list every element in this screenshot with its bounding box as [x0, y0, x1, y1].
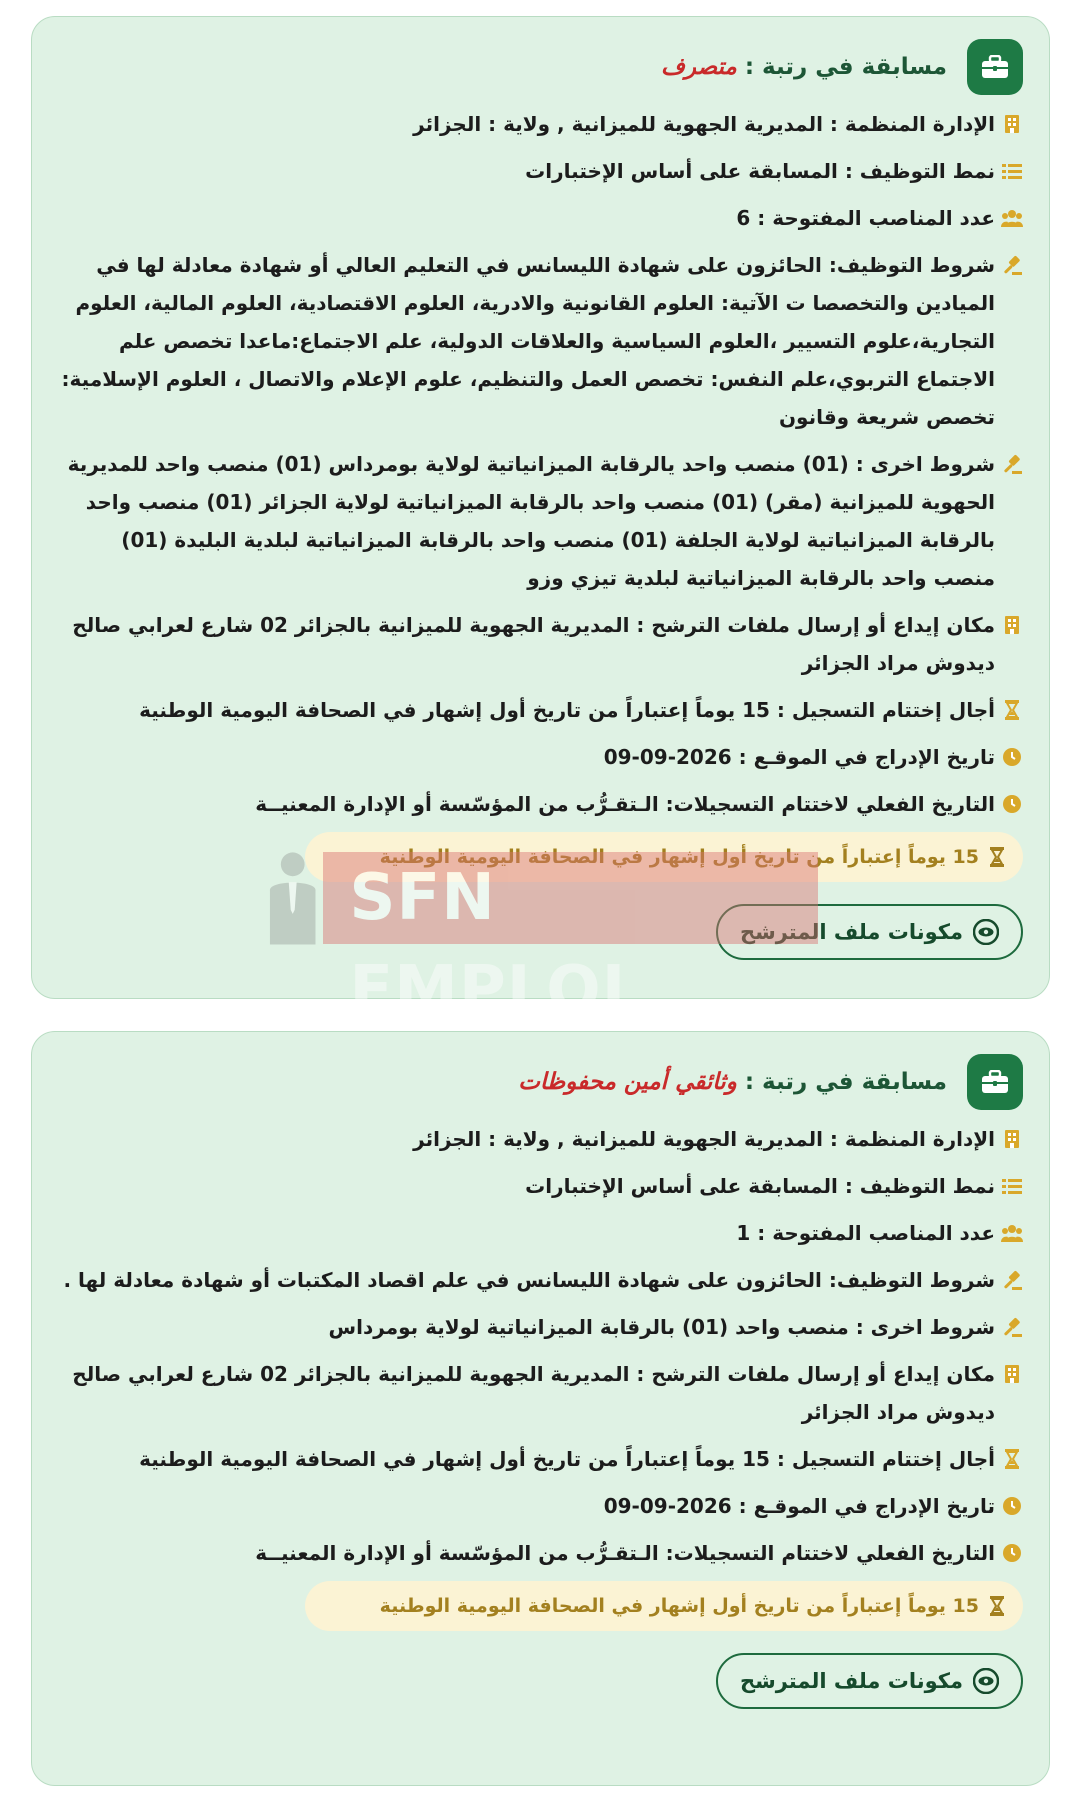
clock-icon: [1001, 738, 1023, 776]
gavel-icon: [1001, 445, 1023, 483]
org-text: الإدارة المنظمة : المديرية الجهوية للميزانية , ولاية : الجزائر: [413, 112, 995, 136]
other-conditions-row: [58, 445, 1023, 597]
actual-close-row: [58, 785, 1023, 823]
conditions-text: شروط التوظيف: الحائزون على شهادة الليسانس في التعليم العالي أو شهادة معادلة لها في الميادين والتخصصا ت الآتية: العلوم القانونية والادرية، العلوم الاقتصادية، العلوم المالية، العلوم التجارية،علوم التسيير ،العلوم السياسية والعلاقات الدولية، علم الاجتماع:ماعدا تخصص علم الاجتماع التربوي،علم النفس: تخصص العمل والتنظيم، علوم الإعلام والاتصال ، العلوم الإسلامية: تخصص شريعة وقانون: [61, 253, 995, 429]
gavel-icon: [1001, 246, 1023, 284]
clock-icon: [1001, 1487, 1023, 1525]
posts-text: عدد المناصب المفتوحة : 6: [736, 206, 995, 230]
card-header: [58, 39, 1023, 95]
deadline-text: أجال إختتام التسجيل : 15 يوماً إعتباراً من تاريخ أول إشهار في الصحافة اليومية الوطنية: [139, 698, 995, 722]
place-text: مكان إيداع أو إرسال ملفات الترشح : المديرية الجهوية للميزانية بالجزائر 02 شارع لعرابي صالح ديدوش مراد الجزائر: [72, 613, 995, 675]
posted-date-text: تاريخ الإدراج في الموقـع : 2026-09-09: [603, 745, 995, 769]
gavel-icon: [1001, 1261, 1023, 1299]
list-icon: [1001, 152, 1023, 190]
posts-text: عدد المناصب المفتوحة : 1: [736, 1221, 995, 1245]
actual-close-text: التاريخ الفعلي لاختتام التسجيلات: الـتقـرُّب من المؤسّسة أو الإدارة المعنيــة: [255, 1541, 995, 1565]
posts-row: [58, 199, 1023, 237]
conditions-row: [58, 1261, 1023, 1299]
candidate-file-label: مكونات ملف المترشح: [739, 1669, 963, 1693]
deadline-text: أجال إختتام التسجيل : 15 يوماً إعتباراً من تاريخ أول إشهار في الصحافة اليومية الوطنية: [139, 1447, 995, 1471]
posted-date-text: تاريخ الإدراج في الموقـع : 2026-09-09: [603, 1494, 995, 1518]
mode-text: نمط التوظيف : المسابقة على أساس الإختبارات: [525, 159, 995, 183]
posted-date-row: [58, 1487, 1023, 1525]
card-title: [661, 54, 947, 80]
users-icon: [1001, 1214, 1023, 1252]
other-conditions-row: [58, 1308, 1023, 1346]
building-icon: [1001, 1355, 1023, 1393]
deadline-pill-text: 15 يوماً إعتباراً من تاريخ أول إشهار في الصحافة اليومية الوطنية: [379, 846, 979, 868]
hourglass-icon: [1001, 691, 1023, 729]
building-icon: [1001, 1120, 1023, 1158]
place-text: مكان إيداع أو إرسال ملفات الترشح : المديرية الجهوية للميزانية بالجزائر 02 شارع لعرابي صالح ديدوش مراد الجزائر: [72, 1362, 995, 1424]
conditions-row: [58, 246, 1023, 436]
conditions-text: شروط التوظيف: الحائزون على شهادة الليسانس في علم اقصاد المكتبات أو شهادة معادلة لها .: [63, 1268, 995, 1292]
place-row: [58, 1355, 1023, 1431]
watermark-text: SFN EMPLOI: [323, 852, 818, 944]
job-card: [31, 1031, 1050, 1786]
briefcase-icon: [967, 1054, 1023, 1110]
clock-icon: [1001, 1534, 1023, 1572]
title-prefix: مسابقة في رتبة :: [744, 54, 947, 80]
hourglass-icon: [989, 1595, 1005, 1617]
candidate-file-button[interactable]: [716, 904, 1023, 960]
eye-icon: [973, 1668, 999, 1694]
rank-name: متصرف: [661, 54, 737, 80]
org-row: [58, 1120, 1023, 1158]
briefcase-icon: [967, 39, 1023, 95]
deadline-row: [58, 691, 1023, 729]
deadline-pill: [305, 1581, 1023, 1631]
clock-icon: [1001, 785, 1023, 823]
building-icon: [1001, 606, 1023, 644]
button-wrap: [58, 1653, 1023, 1709]
org-row: [58, 105, 1023, 143]
posts-row: [58, 1214, 1023, 1252]
eye-icon: [973, 919, 999, 945]
card-header: [58, 1054, 1023, 1110]
rank-name: وثائقي أمين محفوظات: [518, 1069, 737, 1095]
actual-close-row: [58, 1534, 1023, 1572]
other-conditions-text: شروط اخرى : منصب واحد (01) بالرقابة الميزانياتية لولاية بومرداس: [328, 1315, 995, 1339]
deadline-pill-text: 15 يوماً إعتباراً من تاريخ أول إشهار في الصحافة اليومية الوطنية: [379, 1595, 979, 1617]
posted-date-row: [58, 738, 1023, 776]
button-wrap: [58, 904, 1023, 960]
title-prefix: مسابقة في رتبة :: [744, 1069, 947, 1095]
candidate-file-button[interactable]: [716, 1653, 1023, 1709]
mode-row: [58, 1167, 1023, 1205]
list-icon: [1001, 1167, 1023, 1205]
users-icon: [1001, 199, 1023, 237]
deadline-row: [58, 1440, 1023, 1478]
other-conditions-text: شروط اخرى : (01) منصب واحد يالرقابة الميزانياتية لولاية بومرداس (01) منصب واحد للمديرية الحهوية للميزانية (مقر) (01) منصب واحد بالرقابة الميزانياتية لولاية الجزائر (01) منصب واحد بالرقابة الميزانياتية لولاية الجلفة (01) منصب واحد بالرقابة الميزانياتية لبلدية البليدة (01) منصب واحد بالرقابة الميزانياتية لبلدية تيزي وزو: [67, 452, 995, 590]
building-icon: [1001, 105, 1023, 143]
job-card: [31, 16, 1050, 999]
gavel-icon: [1001, 1308, 1023, 1346]
actual-close-text: التاريخ الفعلي لاختتام التسجيلات: الـتقـرُّب من المؤسّسة أو الإدارة المعنيــة: [255, 792, 995, 816]
mode-text: نمط التوظيف : المسابقة على أساس الإختبارات: [525, 1174, 995, 1198]
mode-row: [58, 152, 1023, 190]
hourglass-icon: [989, 846, 1005, 868]
place-row: [58, 606, 1023, 682]
deadline-pill: [305, 832, 1023, 882]
org-text: الإدارة المنظمة : المديرية الجهوية للميزانية , ولاية : الجزائر: [413, 1127, 995, 1151]
candidate-file-label: مكونات ملف المترشح: [739, 920, 963, 944]
card-title: [518, 1069, 947, 1095]
hourglass-icon: [1001, 1440, 1023, 1478]
